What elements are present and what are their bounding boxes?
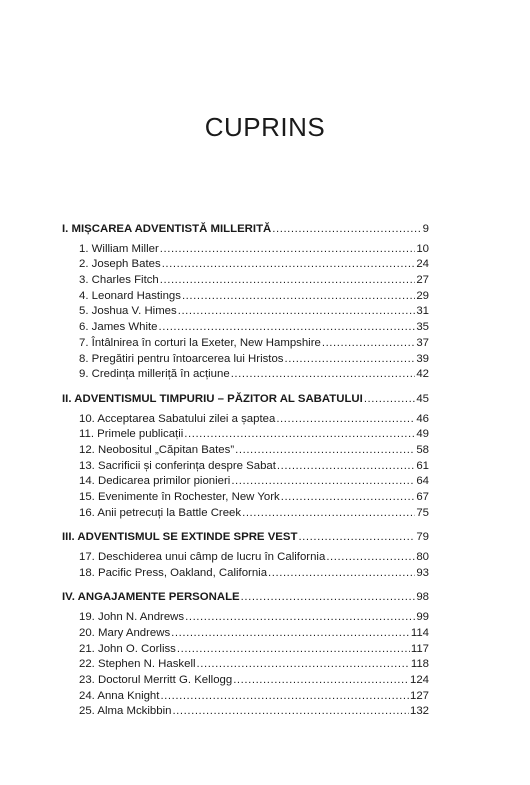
toc-entry[interactable] xyxy=(62,336,429,352)
toc-entry[interactable] xyxy=(62,657,429,673)
dot-leader xyxy=(162,257,416,273)
dot-leader xyxy=(322,336,415,352)
dot-leader xyxy=(276,412,415,428)
entry-title: 23. Doctorul Merritt G. Kellogg xyxy=(79,673,233,686)
page-number: 10 xyxy=(416,242,429,255)
dot-leader xyxy=(231,474,415,490)
entry-title: 12. Neobositul „Căpitan Bates” xyxy=(79,443,235,456)
toc-entry[interactable] xyxy=(62,304,429,320)
entry-title: 4. Leonard Hastings xyxy=(79,289,181,302)
toc-entry[interactable] xyxy=(62,257,429,273)
page-number: 27 xyxy=(416,274,429,287)
page-number: 99 xyxy=(416,611,429,624)
entry-title: 15. Evenimente în Rochester, New York xyxy=(79,491,280,503)
dot-leader xyxy=(160,242,416,258)
entry-title: 5. Joshua V. Himes xyxy=(79,305,177,318)
entry-title: 17. Deschiderea unui câmp de lucru în California xyxy=(79,551,326,564)
entry-title: 19. John N. Andrews xyxy=(79,611,185,624)
entry-title: 21. John O. Corliss xyxy=(79,642,176,655)
table-of-contents xyxy=(62,222,429,720)
dot-leader xyxy=(277,459,415,475)
toc-entry[interactable] xyxy=(62,459,429,475)
page-number: 58 xyxy=(416,443,429,456)
page-number: 117 xyxy=(410,642,429,655)
dot-leader xyxy=(268,566,415,582)
dot-leader xyxy=(241,590,416,606)
dot-leader xyxy=(172,704,409,720)
page-number: 132 xyxy=(409,705,429,718)
page-number: 80 xyxy=(416,551,429,564)
dot-leader xyxy=(182,289,415,305)
page-number: 67 xyxy=(416,491,429,503)
dot-leader xyxy=(235,443,415,459)
entry-title: 8. Pregătiri pentru întoarcerea lui Hristos xyxy=(79,352,284,365)
section-heading[interactable] xyxy=(62,392,429,412)
entry-title: 3. Charles Fitch xyxy=(79,274,159,287)
toc-entry[interactable] xyxy=(62,427,429,443)
toc-entry[interactable] xyxy=(62,273,429,289)
page-number: 127 xyxy=(409,689,429,702)
page-number: 39 xyxy=(416,352,429,365)
page-number: 114 xyxy=(410,626,429,639)
page-number: 31 xyxy=(416,305,429,318)
dot-leader xyxy=(177,642,410,658)
page-number: 75 xyxy=(416,506,429,519)
dot-leader xyxy=(171,626,410,642)
dot-leader xyxy=(285,352,416,368)
dot-leader xyxy=(298,530,415,546)
entry-title: 16. Anii petrecuți la Battle Creek xyxy=(79,506,242,519)
toc-section xyxy=(62,590,429,720)
dot-leader xyxy=(185,610,415,626)
section-heading-text: II. ADVENTISMUL TIMPURIU – PĂZITOR AL SABATULUI xyxy=(62,392,363,405)
toc-entry[interactable] xyxy=(62,367,429,383)
dot-leader xyxy=(197,657,410,673)
dot-leader xyxy=(231,367,416,383)
entry-title: 20. Mary Andrews xyxy=(79,626,171,639)
toc-entry[interactable] xyxy=(62,506,429,522)
toc-entry[interactable] xyxy=(62,566,429,582)
page-number: 64 xyxy=(416,475,429,488)
page-number: 35 xyxy=(416,321,429,334)
page-number: 118 xyxy=(410,658,429,671)
entry-title: 24. Anna Knight xyxy=(79,689,160,702)
page-number: 49 xyxy=(416,428,429,441)
toc-entry[interactable] xyxy=(62,352,429,368)
dot-leader xyxy=(159,320,416,336)
toc-entry[interactable] xyxy=(62,474,429,490)
dot-leader xyxy=(272,222,421,238)
toc-entry[interactable] xyxy=(62,673,429,689)
page-number: 79 xyxy=(416,531,429,544)
toc-entry[interactable] xyxy=(62,626,429,642)
toc-entry[interactable] xyxy=(62,550,429,566)
dot-leader xyxy=(233,673,409,689)
entry-title: 1. William Miller xyxy=(79,242,159,255)
dot-leader xyxy=(242,506,415,522)
page-number: 98 xyxy=(416,591,429,604)
entry-title: 7. Întâlnirea în corturi la Exeter, New Hampshire xyxy=(79,336,321,349)
section-heading-text: III. ADVENTISMUL SE EXTINDE SPRE VEST xyxy=(62,531,298,544)
entry-title: 11. Primele publicații xyxy=(79,428,184,441)
section-heading-text: I. MIȘCAREA ADVENTISTĂ MILLERITĂ xyxy=(62,223,272,235)
page-number: 124 xyxy=(409,673,429,686)
section-heading-text: IV. ANGAJAMENTE PERSONALE xyxy=(62,591,240,604)
dot-leader xyxy=(160,273,416,289)
page-number: 42 xyxy=(416,368,429,381)
toc-entry[interactable] xyxy=(62,642,429,658)
toc-section xyxy=(62,530,429,581)
entry-title: 13. Sacrificii și conferința despre Sabat xyxy=(79,459,276,472)
page-number: 29 xyxy=(416,289,429,302)
page-title: CUPRINS xyxy=(204,112,326,142)
toc-entry[interactable] xyxy=(62,289,429,305)
page-number: 46 xyxy=(416,412,429,425)
section-heading[interactable] xyxy=(62,222,429,242)
page-number: 9 xyxy=(422,223,429,235)
toc-entry[interactable] xyxy=(62,704,429,720)
page-number: 37 xyxy=(416,336,429,349)
section-heading[interactable] xyxy=(62,590,429,610)
toc-section xyxy=(62,222,429,383)
dot-leader xyxy=(184,427,415,443)
entry-title: 6. James White xyxy=(79,321,158,334)
toc-entry[interactable] xyxy=(62,320,429,336)
dot-leader xyxy=(160,689,409,705)
toc-entry[interactable] xyxy=(62,412,429,428)
toc-entry[interactable] xyxy=(62,242,429,258)
entry-title: 2. Joseph Bates xyxy=(79,258,161,271)
toc-entry[interactable] xyxy=(62,443,429,459)
toc-entry[interactable] xyxy=(62,490,429,506)
page-number: 45 xyxy=(416,392,429,405)
dot-leader xyxy=(364,392,416,408)
section-heading[interactable] xyxy=(62,530,429,550)
entry-title: 18. Pacific Press, Oakland, California xyxy=(79,566,268,579)
entry-title: 14. Dedicarea primilor pionieri xyxy=(79,475,231,488)
toc-section xyxy=(62,392,429,522)
page-number: 24 xyxy=(416,258,429,271)
entry-title: 25. Alma Mckibbin xyxy=(79,705,172,718)
toc-entry[interactable] xyxy=(62,689,429,705)
entry-title: 9. Credința milleriță în acțiune xyxy=(79,368,230,381)
page-number: 61 xyxy=(416,459,429,472)
entry-title: 10. Acceptarea Sabatului zilei a șaptea xyxy=(79,412,276,425)
dot-leader xyxy=(281,490,416,506)
dot-leader xyxy=(178,304,416,320)
dot-leader xyxy=(326,550,415,566)
toc-entry[interactable] xyxy=(62,610,429,626)
page-number: 93 xyxy=(416,566,429,579)
entry-title: 22. Stephen N. Haskell xyxy=(79,658,196,671)
